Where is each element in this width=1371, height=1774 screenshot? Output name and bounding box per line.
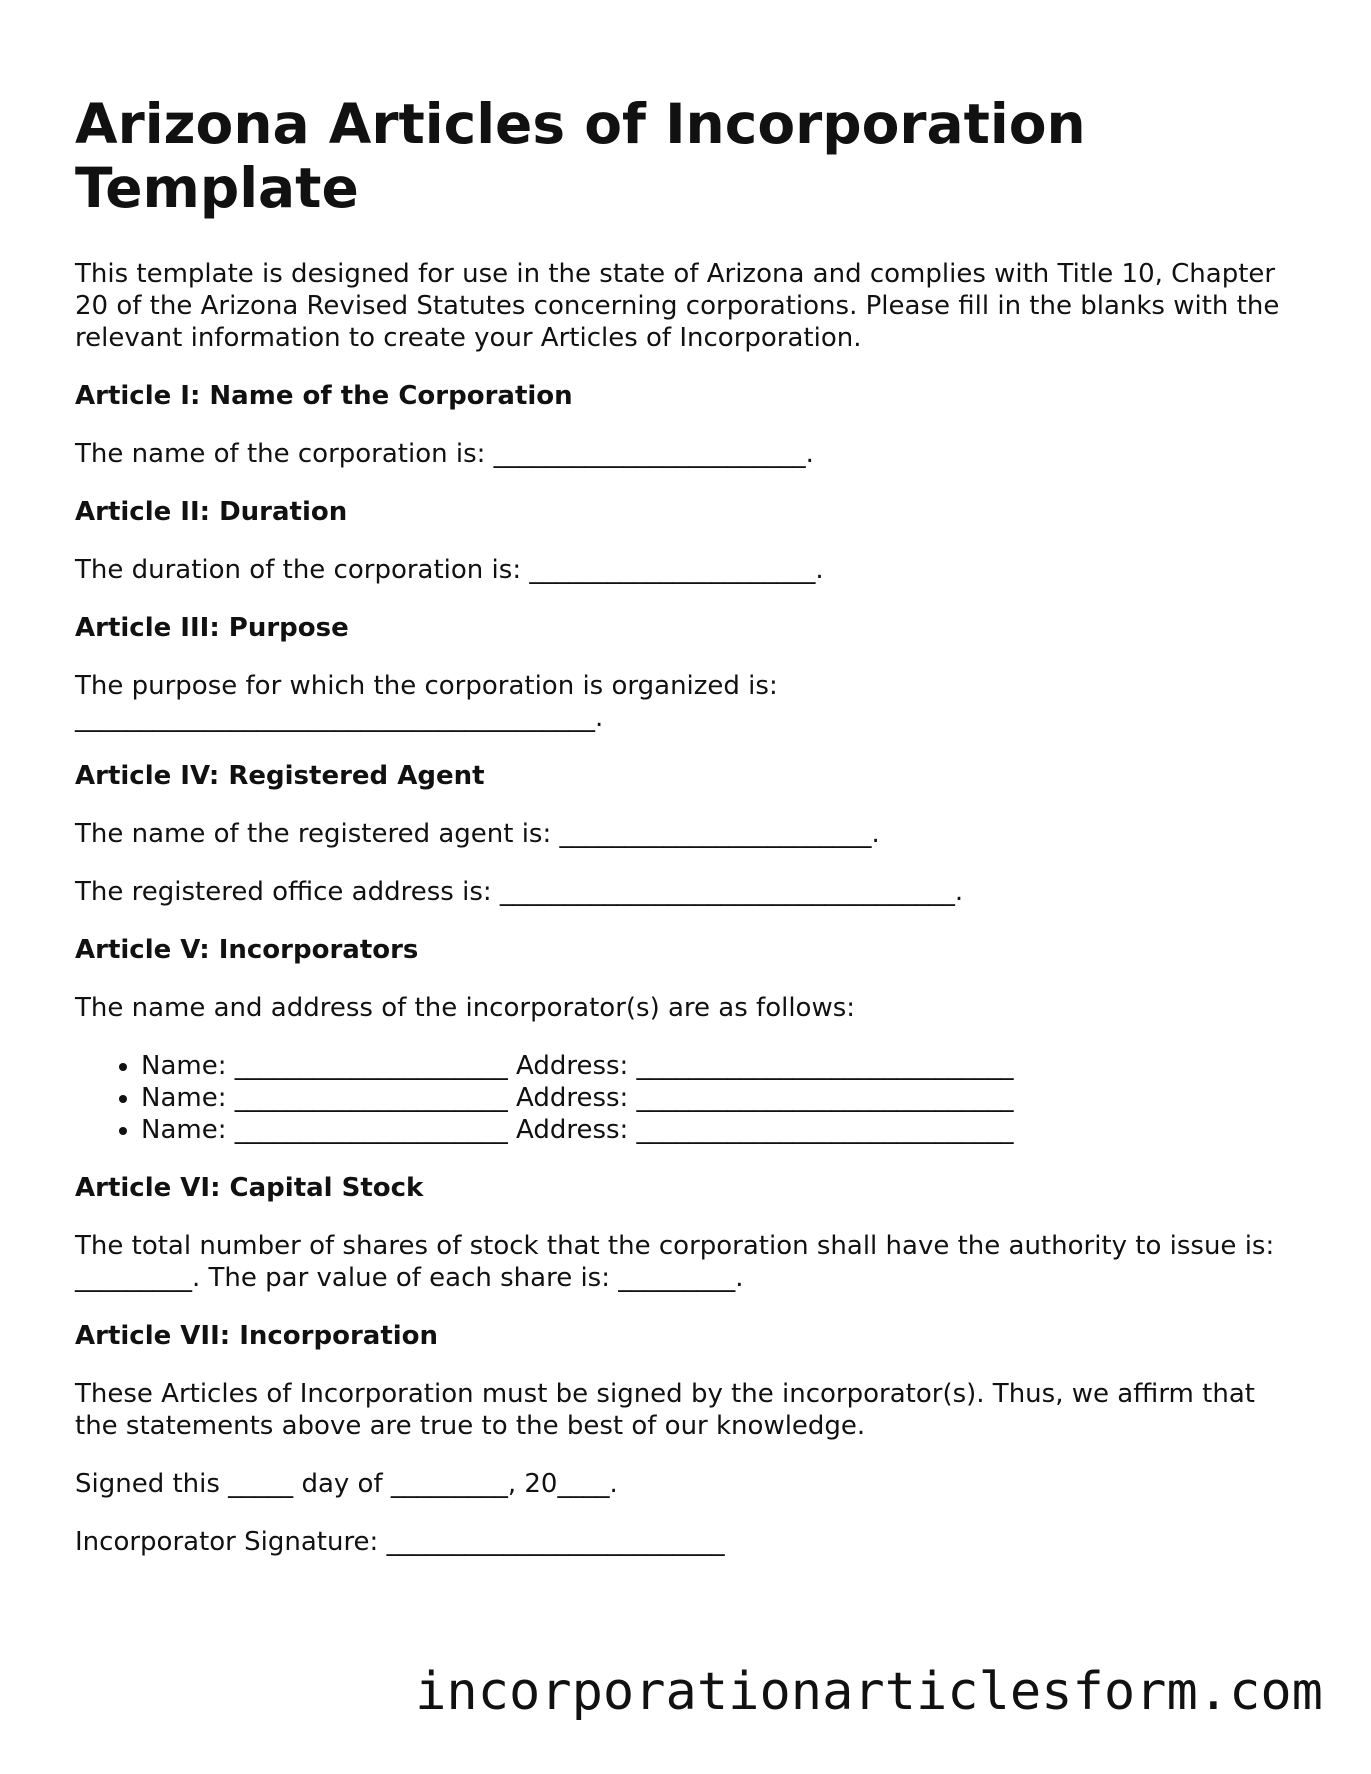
article-4-office-text: The registered office address is: ___________________________________. [75,877,964,907]
intro-paragraph: This template is designed for use in the state of Arizona and complies with Title 10, Chapter 20 of the Arizona Revised Statutes concerning corporations. Please fill in the blanks with the relevant information to create your Articles of Incorporation. [75,259,1280,353]
article-1-heading: Article I: Name of the Corporation [75,381,573,411]
incorporator-item: • Name: _____________________ Address: _____________________________ [141,1114,1305,1146]
article-4-agent-text: The name of the registered agent is: ________________________. [75,819,880,849]
article-3-text: The purpose for which the corporation is organized is: ________________________________________. [75,671,778,733]
article-2-text: The duration of the corporation is: ______________________. [75,555,824,585]
document-title: Arizona Articles of Incorporation Template [75,92,1086,220]
document-page [75,92,1305,1584]
signature-line: Incorporator Signature: __________________________ [75,1527,725,1557]
article-1-text: The name of the corporation is: ________________________. [75,439,814,469]
article-6-heading: Article VI: Capital Stock [75,1173,424,1203]
article-7-heading: Article VII: Incorporation [75,1321,439,1351]
article-4-heading: Article IV: Registered Agent [75,761,485,791]
article-2-heading: Article II: Duration [75,497,348,527]
site-watermark: incorporationarticlesform.com [415,1662,1323,1722]
article-3-heading: Article III: Purpose [75,613,349,643]
article-7-text: These Articles of Incorporation must be signed by the incorporator(s). Thus, we affirm that the statements above are true to the best of our knowledge. [75,1379,1255,1441]
incorporator-list [75,1050,1305,1146]
signed-date-line: Signed this _____ day of _________, 20____. [75,1469,618,1499]
incorporator-item: • Name: _____________________ Address: _____________________________ [141,1050,1305,1082]
article-5-text: The name and address of the incorporator(s) are as follows: [75,993,856,1023]
article-6-text: The total number of shares of stock that the corporation shall have the authority to issue is: _________. The par value of each share is: _________. [75,1231,1275,1293]
article-5-heading: Article V: Incorporators [75,935,419,965]
incorporator-item: • Name: _____________________ Address: _____________________________ [141,1082,1305,1114]
